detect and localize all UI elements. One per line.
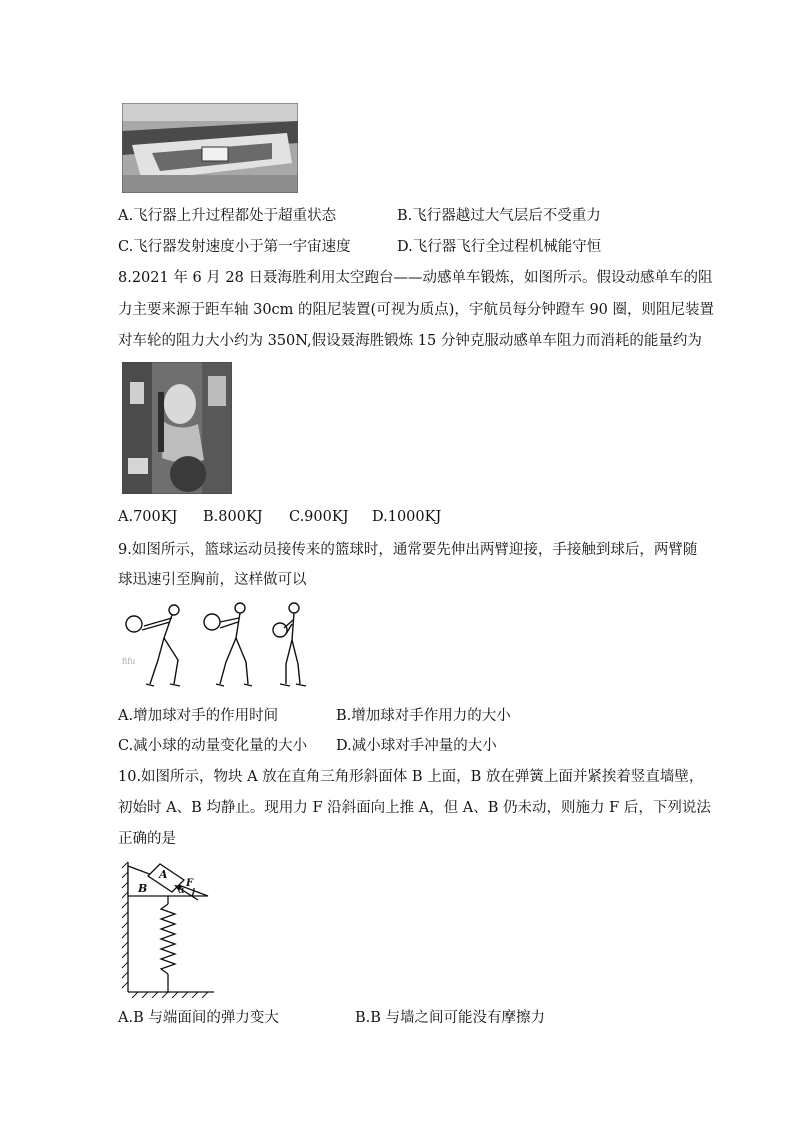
q8-stem-line-3: 对车轮的阻力大小约为 350N,假设聂海胜锻炼 15 分钟克服动感单车阻力而消耗的能量约为	[118, 333, 702, 349]
label-f: F	[186, 878, 194, 889]
q10-stem-line-2: 初始时 A、B 均静止。现用力 F 沿斜面向上推 A，但 A、B 仍未动，则施力 F 后，下列说法	[118, 800, 711, 816]
q7-option-d: D.飞行器飞行全过程机械能守恒	[397, 239, 602, 255]
q7-option-b: B.飞行器越过大气层后不受重力	[397, 208, 601, 224]
q8-stem-line-1: 8.2021 年 6 月 28 日聂海胜利用太空跑台——动感单车锻炼，如图所示。假设动感单车的阻	[118, 270, 713, 286]
q9-option-d: D.减小球对手冲量的大小	[336, 738, 497, 754]
q8-option-c: C.900KJ	[289, 509, 349, 525]
q8-option-d: D.1000KJ	[372, 509, 442, 525]
q10-option-a: A.B 与端面间的弹力变大	[118, 1010, 279, 1026]
q10-stem-line-3: 正确的是	[118, 831, 176, 847]
q9-stem-line-1: 9.如图所示，篮球运动员接传来的篮球时，通常要先伸出两臂迎接，手接触到球后，两臂随	[118, 542, 698, 558]
q7-option-a: A.飞行器上升过程都处于超重状态	[118, 208, 337, 224]
label-b: B	[138, 882, 148, 895]
q7-option-c: C.飞行器发射速度小于第一宇宙速度	[118, 239, 351, 255]
q8-stem-line-2: 力主要来源于距车轴 30cm 的阻尼装置(可视为质点)，宇航员每分钟蹬车 90 圈，则阻尼装置	[118, 302, 715, 318]
label-alpha: α	[178, 885, 185, 896]
basketball-catch-sketch	[122, 600, 314, 692]
svg-text:fifu: fifu	[122, 657, 136, 666]
wedge-spring-diagram	[118, 858, 218, 998]
q9-option-b: B.增加球对手作用力的大小	[336, 708, 511, 724]
astronaut-exercise-bike-photo	[122, 362, 232, 494]
label-a: A	[159, 868, 168, 881]
q9-option-c: C.减小球的动量变化量的大小	[118, 738, 308, 754]
q8-option-b: B.800KJ	[203, 509, 263, 525]
q9-stem-line-2: 球迅速引至胸前，这样做可以	[118, 572, 307, 588]
q8-option-a: A.700KJ	[118, 509, 178, 525]
q9-option-a: A.增加球对手的作用时间	[118, 708, 279, 724]
q10-stem-line-1: 10.如图所示，物块 A 放在直角三角形斜面体 B 上面，B 放在弹簧上面并紧挨着竖直墙壁，	[118, 769, 704, 785]
q10-option-b: B.B 与墙之间可能没有摩擦力	[355, 1010, 546, 1026]
rocket-launch-photo	[122, 103, 298, 193]
